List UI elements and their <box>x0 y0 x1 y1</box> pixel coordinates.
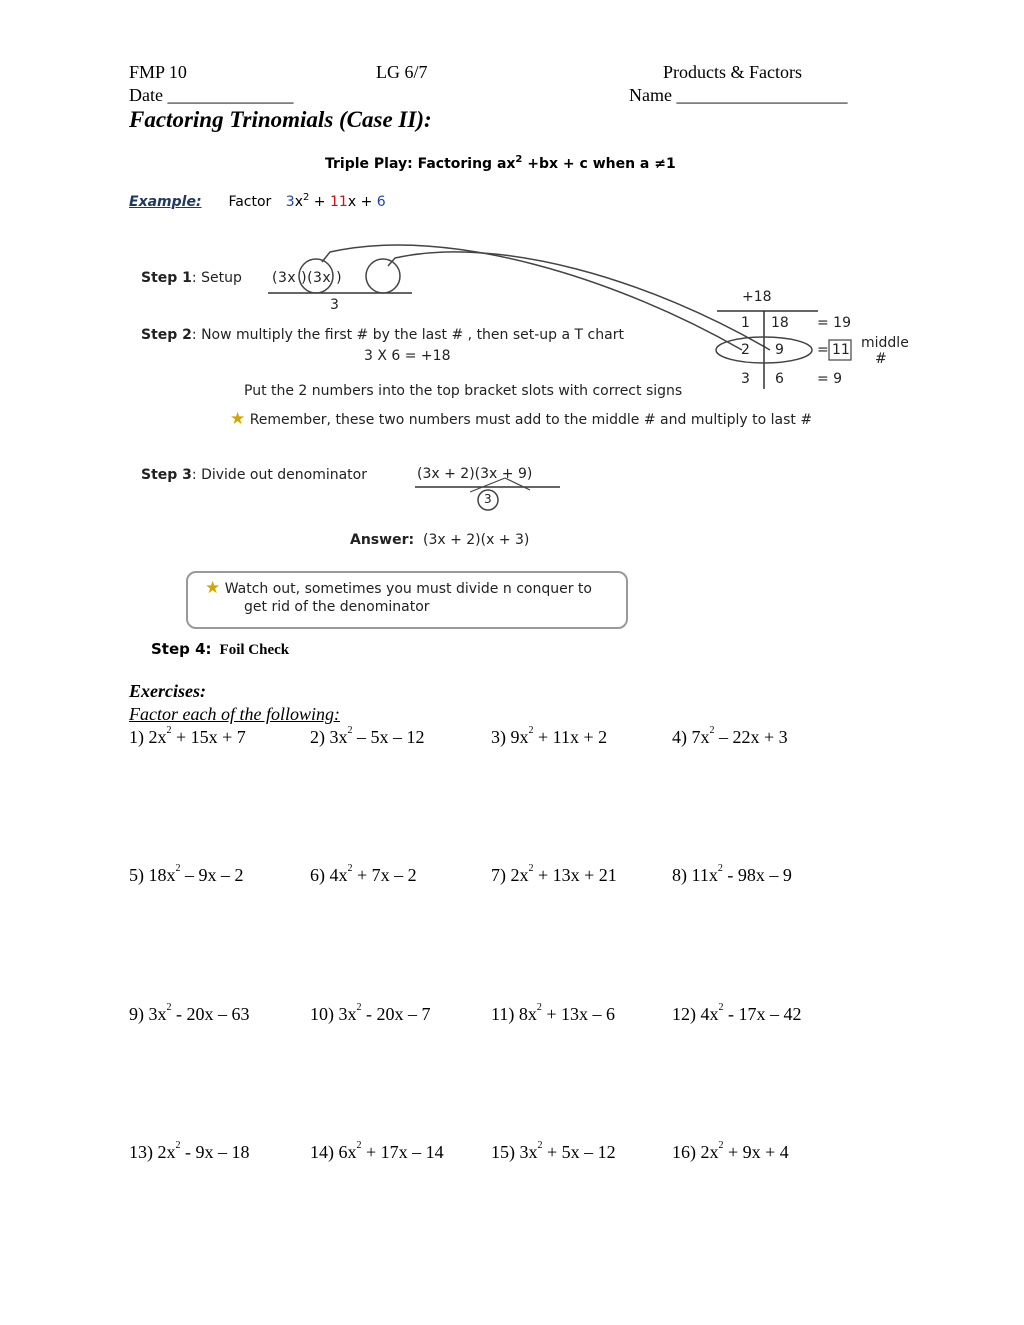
exercise-item-14: 14) $6x^2 + 17x - 14$ <box>310 1140 444 1162</box>
exercise-item-3: 3) $9x^2 + 11x + 2$ <box>491 725 608 747</box>
topic-label: Products & Factors <box>663 62 802 82</box>
example-line: Example: Factor $3x^2 + 11x + 6$ <box>129 192 386 210</box>
tchart-top: +18 <box>742 289 772 305</box>
exercise-item-15: 15) $3x^2 + 5x - 12$ <box>491 1140 616 1162</box>
step2-calc: 3 X 6 = +18 <box>364 348 451 364</box>
exercise-item-4: 4) $7x^2 - 22x + 3$ <box>672 725 788 747</box>
tchart-row-2-sum: 11 <box>832 342 850 358</box>
put-numbers-text: Put the 2 numbers into the top bracket slots with correct signs <box>244 383 683 399</box>
exercise-item-16: 16) $2x^2 + 9x + 4$ <box>672 1140 789 1162</box>
step4: Step 4: Foil Check <box>151 640 290 658</box>
exercise-item-10: 10) $3x^2 - 20x - 7$ <box>310 1002 431 1024</box>
date-field[interactable]: Date ______________ <box>129 85 294 105</box>
exercise-item-8: 8) $11x^2 - 98x - 9$ <box>672 863 792 885</box>
step3-expression: (3x + 2)(3x + 9) <box>417 466 533 482</box>
tchart-row-1-sum: = 19 <box>817 315 851 331</box>
star-icon: ★ <box>230 409 246 429</box>
step3: Step 3: Divide out denominator <box>141 467 367 483</box>
exercise-item-13: 13) $2x^2 - 9x - 18$ <box>129 1140 250 1162</box>
star-icon: ★ <box>205 578 221 598</box>
exercise-item-12: 12) $4x^2 - 17x - 42$ <box>672 1002 802 1024</box>
example-label: Example: <box>129 194 202 210</box>
page-title: Factoring Trinomials (Case II): <box>129 107 432 132</box>
exercise-item-11: 11) $8x^2 + 13x - 6$ <box>491 1002 615 1024</box>
tchart-row-2-b: 9 <box>775 342 784 358</box>
tchart-row-1-b: 18 <box>771 315 789 331</box>
exercise-item-2: 2) $3x^2 - 5x - 12$ <box>310 725 425 747</box>
setup-expression: (3x )(3x ) <box>272 270 343 286</box>
warning-line-2: get rid of the denominator <box>244 599 430 615</box>
subtitle: Triple Play: Factoring $ax^2 +bx + c$ when a ≠1 <box>325 154 676 172</box>
middle-hash: # <box>875 351 887 367</box>
exercise-item-7: 7) $2x^2 + 13x + 21$ <box>491 863 617 885</box>
tchart-row-3-b: 6 <box>775 371 784 387</box>
exercise-item-9: 9) $3x^2 - 20x - 63$ <box>129 1002 250 1024</box>
step1: Step 1: Setup <box>141 270 242 286</box>
warning-line-1: ★ Watch out, sometimes you must divide n conquer to <box>205 578 592 598</box>
tchart-row-2-a: 2 <box>741 342 750 358</box>
tchart-row-3-a: 3 <box>741 371 750 387</box>
tchart-row-3-sum: = 9 <box>817 371 843 387</box>
step3-denominator: 3 <box>484 492 492 506</box>
remember-line: ★ Remember, these two numbers must add to the middle # and multiply to last # <box>230 409 813 429</box>
exercises-heading: Exercises: <box>129 681 206 701</box>
tchart-row-1-a: 1 <box>741 315 750 331</box>
exercise-item-6: 6) $4x^2 + 7x - 2$ <box>310 863 417 885</box>
tchart-row-2-eq: = <box>817 342 829 358</box>
middle-label: middle <box>861 335 909 351</box>
setup-denominator: 3 <box>330 297 339 313</box>
lg-label: LG 6/7 <box>376 62 428 82</box>
step2: Step 2: Now multiply the first # by the last # , then set-up a T chart <box>141 327 624 343</box>
exercise-item-1: 1) $2x^2 + 15x + 7$ <box>129 725 246 747</box>
exercise-item-5: 5) $18x^2 - 9x - 2$ <box>129 863 244 885</box>
course-label: FMP 10 <box>129 62 187 82</box>
exercises-instruction: Factor each of the following: <box>129 704 340 724</box>
name-field[interactable]: Name ___________________ <box>629 85 848 105</box>
answer-line: Answer: (3x + 2)(x + 3) <box>350 532 530 548</box>
